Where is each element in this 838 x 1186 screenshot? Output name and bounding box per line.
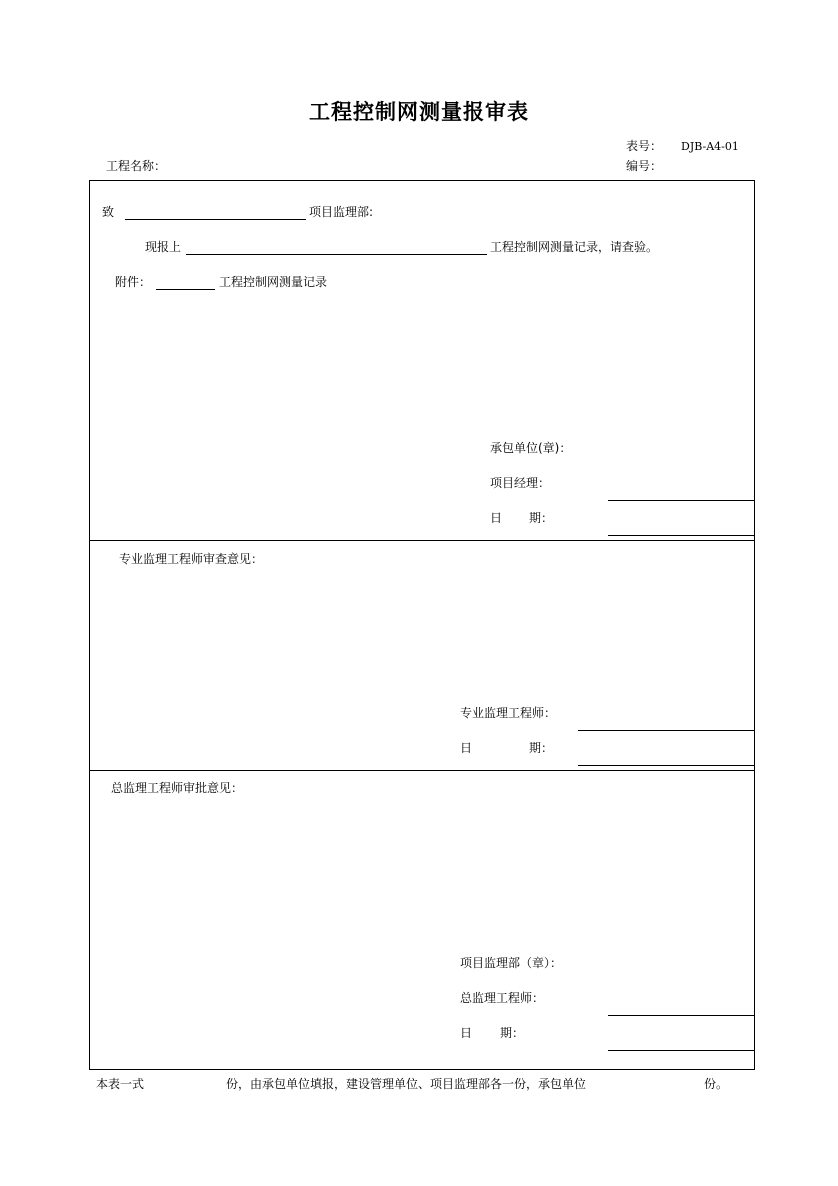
date-label-char1: 日 (460, 1026, 473, 1040)
engineer-signature-label: 专业监理工程师： (460, 706, 557, 720)
to-blank-line[interactable] (125, 219, 306, 220)
footer-distribution-text: 份，由承包单位填报，建设管理单位、项目监理部各一份，承包单位 (226, 1077, 587, 1091)
report-suffix: 工程控制网测量记录，请查验。 (490, 240, 659, 254)
attachment-label: 附件： (115, 275, 152, 289)
attachment-blank-line[interactable] (156, 289, 215, 290)
engineer-signature-line[interactable] (578, 730, 755, 731)
date-line-2[interactable] (578, 765, 755, 766)
form-title: 工程控制网测量报审表 (309, 100, 529, 124)
chief-engineer-line[interactable] (608, 1015, 755, 1016)
date-line-3[interactable] (608, 1050, 755, 1051)
date-line-1[interactable] (608, 535, 755, 536)
chief-opinion-label: 总监理工程师审批意见： (111, 781, 244, 795)
dept-seal-label: 项目监理部（章）： (460, 956, 563, 970)
engineer-opinion-label: 专业监理工程师审查意见： (119, 552, 264, 566)
serial-number-label: 编号： (626, 159, 663, 173)
to-label: 致 (102, 205, 115, 219)
form-number-value: DJB-A4-01 (681, 140, 739, 153)
date-label-char2: 期： (529, 511, 554, 525)
project-name-label: 工程名称： (106, 159, 167, 173)
date-label-char2: 期： (500, 1026, 525, 1040)
section-divider-2 (89, 770, 755, 771)
project-manager-line[interactable] (608, 500, 755, 501)
chief-engineer-label: 总监理工程师： (460, 991, 545, 1005)
contractor-seal-label: 承包单位(章)： (490, 441, 572, 455)
form-number-label: 表号： (626, 139, 663, 153)
date-label-char2: 期： (529, 741, 554, 755)
report-blank-line[interactable] (186, 254, 487, 255)
form-box (89, 180, 755, 1070)
attachment-text: 工程控制网测量记录 (219, 275, 328, 289)
project-manager-label: 项目经理： (490, 476, 551, 490)
supervision-dept-label: 项目监理部: (309, 205, 374, 219)
date-label-char1: 日 (460, 741, 473, 755)
footer-copies-suffix: 份。 (704, 1077, 729, 1091)
footer-copies-prefix: 本表一式 (96, 1077, 145, 1091)
report-prefix: 现报上 (145, 240, 182, 254)
date-label-char1: 日 (490, 511, 503, 525)
section-divider-1 (89, 540, 755, 541)
